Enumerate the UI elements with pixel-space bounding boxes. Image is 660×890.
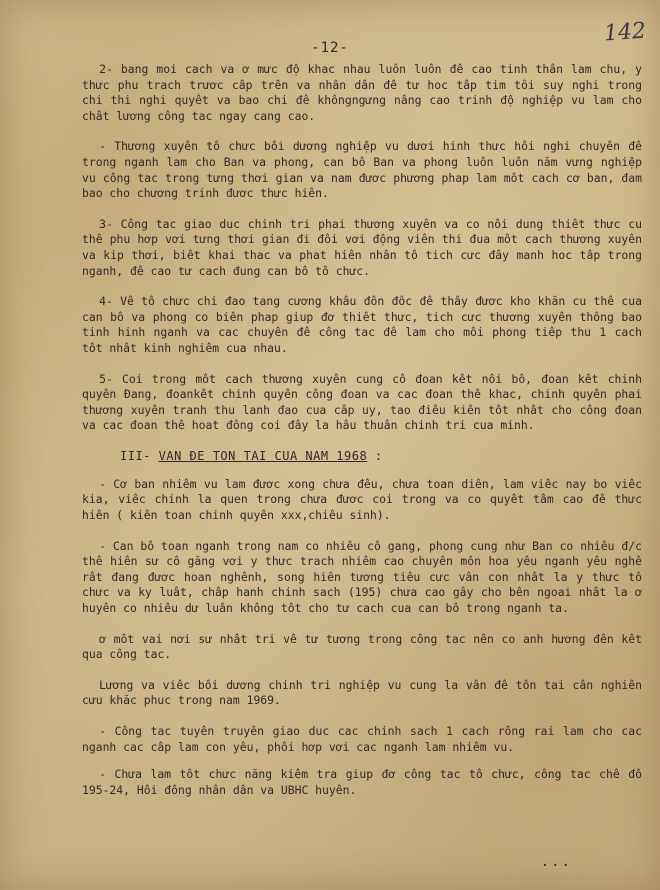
paragraph: - Can bô toan nganh trong nam co nhiêu cô gang, phong cung như Ban co nhiêu đ/c thê hiên sư cô găng vơi y thưc trach nhiêm cao chuyên môn hoa yêu nganh yêu nghê rât đang đươc hoan nghênh, song hiên tương tiêu cưc vân con nhât la y thưc tô chưc va ky luât, châp hanh chinh sach (195) chưa cao gây cho bên ngoai nhât la ơ huyên co nhiêu dư luân không tôt cho tư cach cua can bô trong nganh ta.	[82, 538, 642, 616]
paragraph: 2- bang moi cach va ơ mưc độ khac nhau luôn luôn đê cao tinh thân lam chu, y thưc phu trach trươc câp trên va nhân dân đê tư hoc tâp tim tôi suy nghi trong chi thi nghi quyêt va bao chi đê khôngngưng nâng cao trinh độ nghiệp vu lam cho chât lương công tac ngay cang cao.	[82, 62, 642, 123]
page-end-marks: ...	[540, 854, 572, 870]
paragraph: ơ môt vai nơi sư nhât tri vê tư tương trong công tac nên co anh hương đên kêt qua công tac.	[82, 631, 642, 662]
paragraph: - Cơ ban nhiêm vu lam đươc xong chưa đêu, chưa toan diên, lam viêc nay bo viêc kia, viêc chinh la quen trong chưa đươc coi trong va co quyêt tâm cao đê thưc hiên ( kiên toan chinh quyên xxx,chiêu sinh).	[82, 476, 642, 523]
paragraph: 3- Công tac giao duc chinh tri phai thương xuyên va co nôi dung thiêt thưc cu thê phu hơp vơi tưng thơi gian đi đôi vơi động viên thi đua môt cach thương xuyên va kip thơi, biêt khai thac va phat hiên nhân tô tich cưc đây manh hoc tâp trong nganh, đê cao tư cach đung can bô tô chưc.	[82, 216, 642, 278]
section-heading	[82, 449, 642, 463]
handwritten-page-number: 142	[603, 18, 647, 47]
paragraph: Lương va viêc bôi dương chinh tri nghiệp vu cung la vân đê tôn tai cân nghiên cưu khăc phuc trong nam 1969.	[82, 677, 642, 708]
paragraph: 5- Coi trong môt cach thương xuyên cung cô đoan kêt nôi bô, đoan kêt chinh quyên Đang, đoankêt chinh quyên công đoan va cac đoan thê khac, chinh quyên phai thương xuyên tranh thu lanh đao cua câp uy, tao điêu kiên tôt nhât cho công đoan va cac đoan thê hoat đông coi đây la hâu thuân chinh tri cua minh.	[82, 371, 642, 433]
paragraph: - Công tac tuyên truyên giao duc cac chinh sach 1 cach rông rai lam cho cac nganh cac câp lam con yêu, phôi hơp vơi cac nganh lam nhiêm vu.	[82, 724, 642, 754]
section-heading-suffix: :	[367, 448, 383, 463]
section-heading-prefix: III-	[120, 448, 159, 463]
section-heading-title: VAN ĐE TON TAI CUA NAM 1968	[158, 448, 368, 463]
page-number: -12-	[311, 40, 349, 56]
paragraph: 4- Vê tô chưc chi đao tang cương khâu đôn đôc đê thây đươc kho khăn cu thê cua can bô va phong co biên phap giup đơ thiêt thưc, tich cưc thương xuyên thông bao tinh hinh nganh va cac chuyên đê công tac đê lam cho môi phong tiêp thu 1 cach tôt nhât kinh nghiêm cua nhau.	[82, 294, 642, 355]
paragraph: - Thương xuyên tô chưc bôi dương nghiệp vu dươi hinh thưc hôi nghi chuyên đê trong nganh lam cho Ban va phong, can bô Ban va phong luôn luôn năm vưng nghiệp vu công tac trong tưng thơi gian va nam đươc phương phap lam môt cach cơ ban, đam bao cho chương trinh đươc thưc hiên.	[82, 139, 642, 201]
paragraph: - Chưa lam tôt chưc năng kiêm tra giup đơ công tac tô chưc, công tac chê đô 195-24, Hôi đông nhân dân va UBHC huyên.	[82, 767, 642, 797]
document-body	[82, 62, 642, 810]
